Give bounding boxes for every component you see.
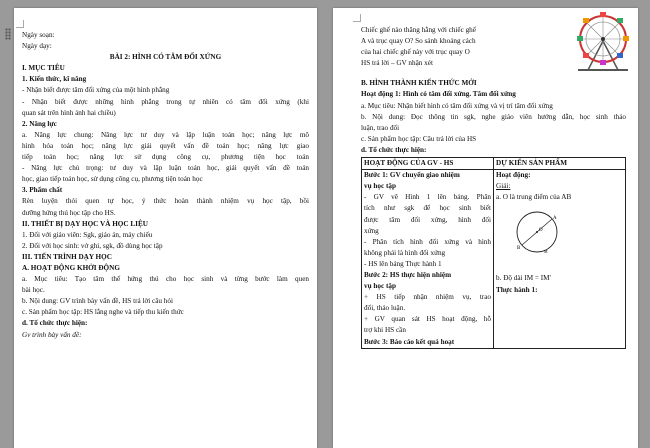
practice-label: Thực hành 1:	[496, 285, 538, 294]
text-line: tiếp toán học; năng lực sử dụng công cụ, phương tiện học toán	[22, 153, 309, 162]
text-line: 2. Năng lực	[22, 119, 57, 128]
text-line: - Năng lực chủ trọng: tư duy và lập luận toán học, giải quyết vấn đề toán	[22, 164, 309, 173]
document-page-2	[333, 8, 638, 448]
activity-table	[361, 157, 626, 349]
text-line: Hoạt động 1: Hình có tâm đối xứng. Tâm đối xứng	[361, 90, 516, 99]
text-line: B. HÌNH THÀNH KIẾN THỨC MỚI	[361, 79, 477, 88]
page-1-content	[22, 30, 309, 341]
text-line: + GV quan sát HS hoạt động, hỗ	[364, 315, 491, 324]
text-line: c. Sản phẩm học tập: HS lắng nghe và tiếp thu kiến thức	[22, 308, 184, 317]
text-line: đổi, thảo luận.	[364, 304, 406, 313]
section-b-block	[361, 78, 626, 156]
text-line: Bước 1: GV chuyển giao nhiệm	[364, 171, 460, 180]
text-line: HS trả lời – GV nhận xét	[361, 59, 433, 68]
text-line: a. Năng lực chung: Năng lực tư duy và lập luận toán học; năng lực mô	[22, 130, 309, 139]
point-a-label: A	[553, 216, 557, 222]
text-line: c. Sản phẩm học tập: Câu trả lời của HS	[361, 134, 477, 143]
text-line: được tâm đối xứng, hình đối	[364, 215, 491, 224]
text-line: II. THIẾT BỊ DẠY HỌC VÀ HỌC LIỆU	[22, 219, 148, 228]
table-cell-activity	[362, 170, 494, 349]
text-line: vụ học tập	[364, 282, 396, 291]
text-line: Rèn luyện thói quen tự học, ý thức hoàn thành nhiệm vụ học tập, bồi	[22, 197, 309, 206]
text-line: của hai chiếc ghế này với trục quay O	[361, 48, 470, 57]
text-line: A. HOẠT ĐỘNG KHỞI ĐỘNG	[22, 263, 120, 272]
text-line: I. MỤC TIÊU	[22, 64, 65, 73]
text-line: b. Nội dung: GV trình bày vấn đề, HS trả lời câu hỏi	[22, 297, 173, 306]
text-line: quan sát trên hình ảnh hai chiều)	[22, 108, 116, 117]
text-line: - Nhận biết được tâm đối xứng của một hình phẳng	[22, 86, 170, 95]
text-line: b. Nội dung: Đọc thông tin sgk, nghe giáo viên hướng dẫn, học sinh thảo	[361, 112, 626, 121]
text-line: Bước 2: HS thực hiện nhiệm	[364, 270, 452, 279]
text-line: - HS lên bảng Thực hành 1	[364, 259, 442, 268]
table-header-cell: HOẠT ĐỘNG CỦA GV - HS	[362, 158, 494, 170]
solution-label: Giải:	[496, 182, 511, 191]
table-header-cell: DỰ KIẾN SẢN PHẨM	[494, 158, 626, 170]
text-line: 1. Đối với giáo viên: Sgk, giáo án, máy chiếu	[22, 230, 153, 239]
text-line: trợ khi HS cần	[364, 326, 406, 335]
answer-b: b. Độ dài IM = IM'	[496, 274, 551, 283]
text-line: - GV vẽ Hình 1 lên bảng. Phân	[364, 193, 491, 202]
text-line: xứng	[364, 226, 379, 235]
text-line: d. Tổ chức thực hiện:	[361, 145, 427, 154]
text-line: không phải là hình đối xứng	[364, 248, 446, 257]
text-line: bài học.	[22, 286, 45, 295]
text-line: Ngày soạn:	[22, 31, 55, 39]
move-handle-icon[interactable]	[5, 28, 11, 40]
circle-diagram	[514, 209, 560, 255]
text-line: - Nhận biết được những hình phẳng trong tự nhiên có tâm đối xứng (khi	[22, 97, 309, 106]
text-line: a. Mục tiêu: Tạo tâm thế hứng thú cho học sinh và từng bước làm quen	[22, 275, 309, 284]
text-line: luận, trao đổi	[361, 123, 400, 132]
text-line: học, giao tiếp toán học, sử dụng công cụ, phương tiện toán học	[22, 175, 203, 184]
text-line: BÀI 2: HÌNH CÓ TÂM ĐỐI XỨNG	[109, 53, 222, 62]
crop-mark	[353, 14, 361, 22]
text-line: hình hóa toán học; năng lực giải quyết vấn đề toán học; năng lực giao	[22, 141, 309, 150]
answer-a: a. O là trung điểm của AB	[496, 193, 572, 202]
text-line: + HS tiếp nhận nhiệm vụ, trao	[364, 293, 491, 302]
table-cell-product	[494, 170, 626, 349]
point-b-label: B	[517, 246, 521, 252]
text-line: dưỡng hứng thú học tập cho HS.	[22, 208, 116, 217]
crop-mark	[16, 20, 24, 28]
text-line: 3. Phẩm chất	[22, 186, 63, 195]
text-line: a. Mục tiêu: Nhận biết hình có tâm đối xứng và vị trí tâm đối xứng	[361, 101, 553, 110]
text-line: Ngày dạy:	[22, 42, 52, 51]
text-line: tích như sgk để học sinh biết	[364, 204, 491, 213]
table-row	[362, 170, 626, 349]
activity-title: Hoạt động:	[496, 171, 531, 180]
text-line: A và trục quay O? So sánh khoảng cách	[361, 37, 476, 46]
point-o-label: O	[539, 228, 543, 234]
text-line: Chiếc ghế nào thăng hằng với chiếc ghế	[361, 26, 476, 34]
point-m-label: M	[544, 249, 548, 255]
text-line: - Phân tích hình đối xứng và hình	[364, 237, 491, 246]
page-2-content	[361, 25, 626, 349]
document-page-1	[14, 8, 317, 448]
text-line: d. Tổ chức thực hiện:	[22, 319, 88, 328]
question-block	[361, 25, 626, 69]
text-line: 1. Kiến thức, kĩ năng	[22, 75, 87, 84]
text-line: 2. Đối với học sinh: vở ghi, sgk, đồ dùng học tập	[22, 241, 163, 250]
text-line: Gv trình bày vấn đề:	[22, 330, 82, 339]
text-line: III. TIẾN TRÌNH DẠY HỌC	[22, 252, 112, 261]
text-line: Bước 3: Báo cáo kết quả hoạt	[364, 337, 455, 346]
text-line: vụ học tập	[364, 182, 396, 191]
table-header-row	[362, 158, 626, 170]
